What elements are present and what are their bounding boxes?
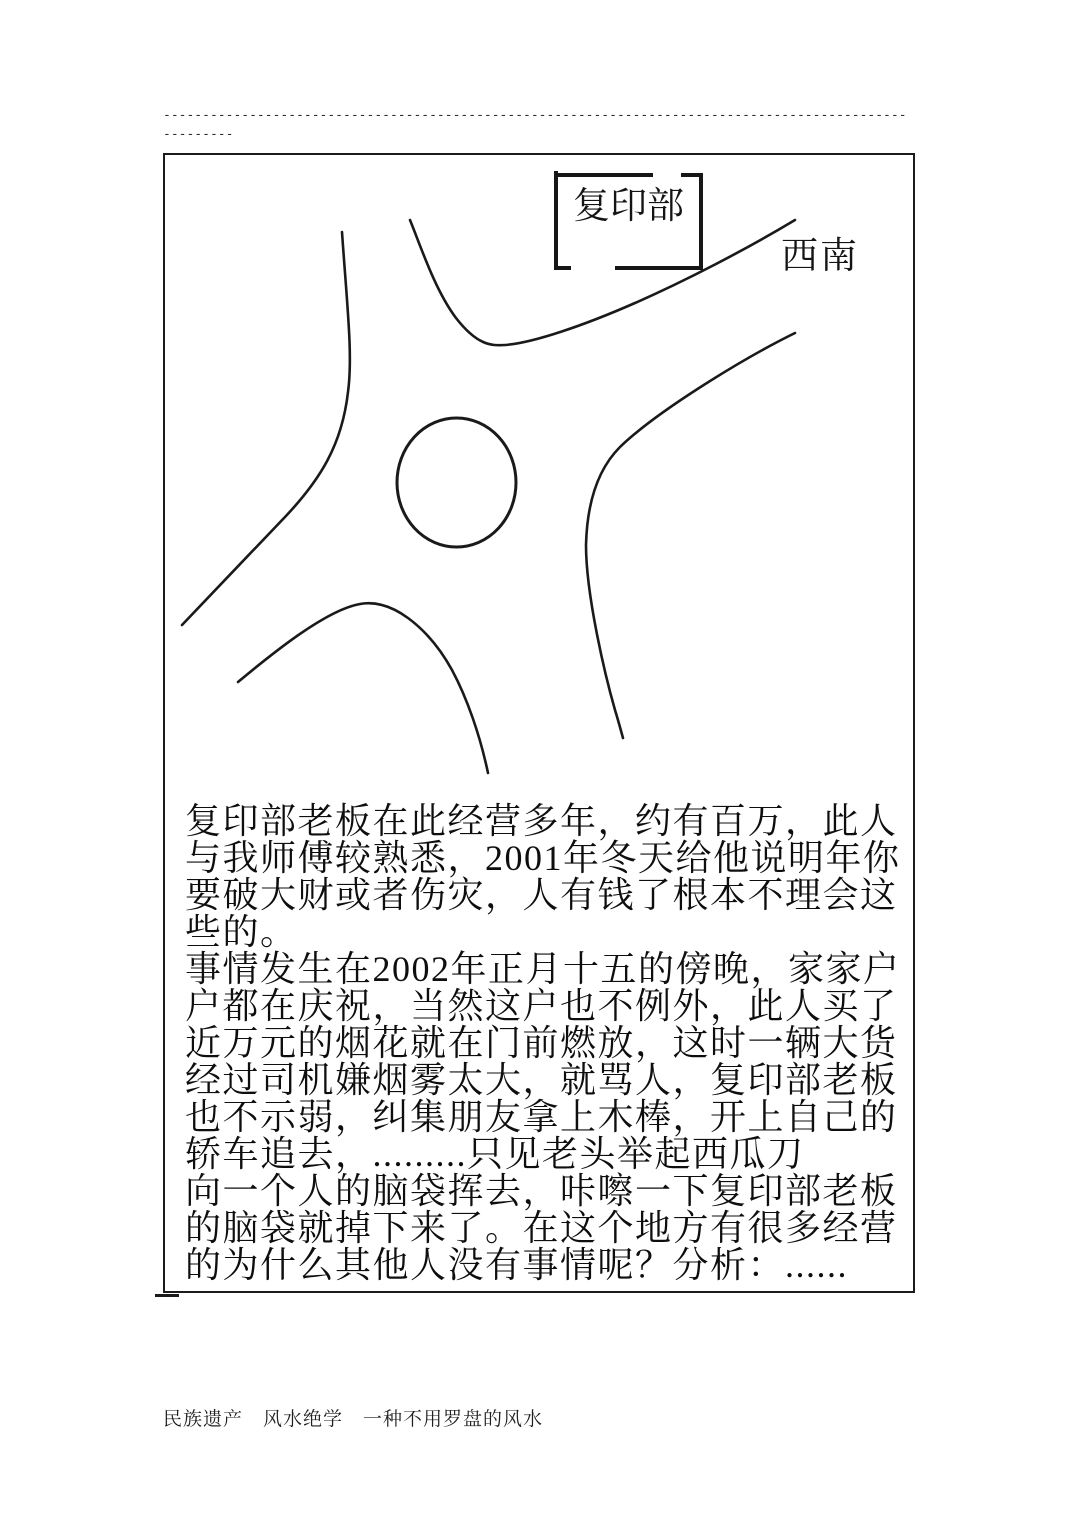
story-line: 轿车追去，.........只见老头举起西瓜刀 [185, 1134, 805, 1174]
story-line: 户都在庆祝，当然这户也不例外，此人买了 [185, 986, 898, 1026]
story-line: 近万元的烟花就在门前燃放，这时一辆大货 [185, 1023, 898, 1063]
story-line: 向一个人的脑袋挥去，咔嚓一下复印部老板 [185, 1171, 898, 1211]
story-line: 的脑袋就掉下来了。在这个地方有很多经营 [185, 1208, 898, 1248]
divider-dash-row-1: ----------------------------------------------------------------------------------------------- [163, 109, 907, 123]
road-edge-north-to-northeast [410, 220, 795, 345]
story-paragraph [185, 803, 901, 1284]
case-study-box [163, 153, 915, 1293]
story-line: 复印部老板在此经营多年，约有百万，此人 [185, 801, 898, 841]
footer-text: 民族遗产 风水绝学 一种不用罗盘的风水 [163, 1409, 544, 1430]
road-edge-north-to-southwest [182, 232, 350, 625]
box-corner-tick [155, 1294, 179, 1297]
story-line: 事情发生在2002年正月十五的傍晚，家家户 [185, 949, 901, 989]
road-edge-southwest-to-south [238, 603, 488, 773]
road-edge-northeast-to-south [586, 333, 795, 738]
story-line: 要破大财或者伤灾，人有钱了根本不理会这 [185, 875, 898, 915]
story-line: 与我师傅较熟悉，2001年冬天给他说明年你 [185, 838, 901, 878]
story-line: 的为什么其他人没有事情呢？分析：...... [185, 1245, 849, 1285]
shop-label: 复印部 [573, 186, 684, 227]
roundabout-circle [397, 418, 516, 547]
story-line: 些的。 [185, 912, 298, 952]
divider-dash-row-2: --------- [163, 128, 234, 142]
direction-label: 西南 [781, 236, 859, 277]
story-line: 经过司机嫌烟雾太大，就骂人，复印部老板 [185, 1060, 898, 1100]
story-line: 也不示弱，纠集朋友拿上木棒，开上自己的 [185, 1097, 898, 1137]
